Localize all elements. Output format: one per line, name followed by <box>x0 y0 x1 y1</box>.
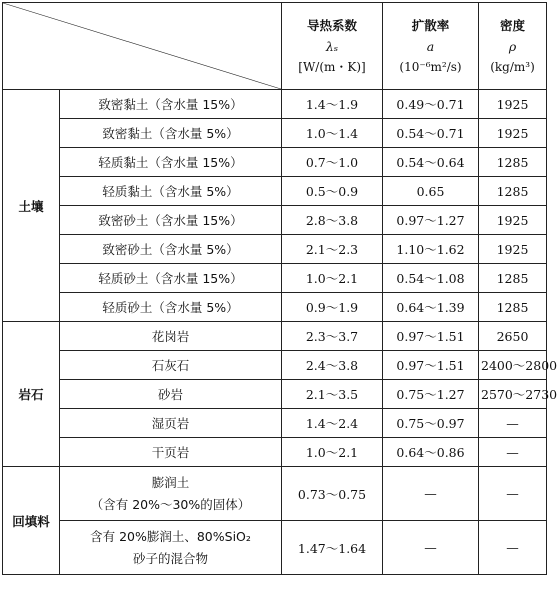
material-name: 干页岩 <box>60 438 282 467</box>
material-name: 花岗岩 <box>60 322 282 351</box>
header-density-title: 密度 <box>499 17 525 33</box>
header-density <box>479 3 547 90</box>
conductivity-value: 1.4～2.4 <box>282 409 383 438</box>
conductivity-value: 1.0～2.1 <box>282 438 383 467</box>
conductivity-value: 0.5～0.9 <box>282 177 383 206</box>
table-row <box>3 521 547 575</box>
header-density-unit: (kg/m³) <box>490 59 535 74</box>
conductivity-value: 1.0～1.4 <box>282 119 383 148</box>
conductivity-value: 1.4～1.9 <box>282 90 383 119</box>
density-value: 2650 <box>479 322 547 351</box>
thermal-properties-table <box>2 2 557 575</box>
table-row <box>3 322 547 351</box>
header-diffusivity-unit: (10⁻⁶m²/s) <box>399 59 462 74</box>
header-conductivity <box>282 3 383 90</box>
table-row <box>3 380 547 409</box>
header-conductivity-symbol: λₛ <box>325 38 339 54</box>
header-diffusivity-symbol: a <box>426 38 435 54</box>
density-value: 1285 <box>479 293 547 322</box>
header-diffusivity <box>383 3 479 90</box>
conductivity-value: 0.7～1.0 <box>282 148 383 177</box>
density-value: 2570～2730 <box>479 380 547 409</box>
diffusivity-value: 0.49～0.71 <box>383 90 479 119</box>
table-row <box>3 148 547 177</box>
density-value: — <box>479 438 547 467</box>
material-name: 湿页岩 <box>60 409 282 438</box>
category-backfill: 回填料 <box>3 467 60 575</box>
diffusivity-value: 0.75～1.27 <box>383 380 479 409</box>
material-name: 致密黏土（含水量 15%） <box>60 90 282 119</box>
conductivity-value: 1.0～2.1 <box>282 264 383 293</box>
diagonal-line <box>3 3 281 89</box>
material-name: 轻质黏土（含水量 15%） <box>60 148 282 177</box>
header-conductivity-title: 导热系数 <box>306 17 357 33</box>
diffusivity-value: 0.65 <box>383 177 479 206</box>
density-value: 1285 <box>479 177 547 206</box>
material-name: 砂岩 <box>60 380 282 409</box>
conductivity-value: 2.1～2.3 <box>282 235 383 264</box>
category-rock: 岩石 <box>3 322 60 467</box>
diagonal-header-cell <box>3 3 282 90</box>
density-value: 1925 <box>479 119 547 148</box>
material-name: 致密砂土（含水量 5%） <box>60 235 282 264</box>
table-row <box>3 293 547 322</box>
conductivity-value: 0.73～0.75 <box>282 467 383 521</box>
table-row <box>3 235 547 264</box>
diffusivity-value: 0.54～0.64 <box>383 148 479 177</box>
density-value: — <box>479 409 547 438</box>
diffusivity-value: — <box>383 521 479 575</box>
diffusivity-value: 0.54～1.08 <box>383 264 479 293</box>
conductivity-value: 2.1～3.5 <box>282 380 383 409</box>
density-value: 1925 <box>479 235 547 264</box>
table-row <box>3 351 547 380</box>
material-name-line1: 膨润土 <box>151 474 190 490</box>
density-value: 1925 <box>479 90 547 119</box>
category-soil: 土壤 <box>3 90 60 322</box>
diffusivity-value: 0.54～0.71 <box>383 119 479 148</box>
material-name: 石灰石 <box>60 351 282 380</box>
diffusivity-value: 0.75～0.97 <box>383 409 479 438</box>
material-name: 轻质砂土（含水量 5%） <box>60 293 282 322</box>
diffusivity-value: 1.10～1.62 <box>383 235 479 264</box>
material-name-line2: 砂子的混合物 <box>132 550 208 566</box>
header-density-symbol: ρ <box>508 38 517 54</box>
material-name: 轻质砂土（含水量 15%） <box>60 264 282 293</box>
table-row <box>3 206 547 235</box>
conductivity-value: 2.4～3.8 <box>282 351 383 380</box>
diffusivity-value: — <box>383 467 479 521</box>
conductivity-value: 1.47～1.64 <box>282 521 383 575</box>
diffusivity-value: 0.97～1.27 <box>383 206 479 235</box>
conductivity-value: 2.8～3.8 <box>282 206 383 235</box>
table-row <box>3 90 547 119</box>
material-name-line2: （含有 20%～30%的固体） <box>90 496 251 512</box>
density-value: 1925 <box>479 206 547 235</box>
density-value: 1285 <box>479 148 547 177</box>
header-diffusivity-title: 扩散率 <box>411 17 450 33</box>
density-value: — <box>479 521 547 575</box>
table-row <box>3 467 547 521</box>
material-name: 轻质黏土（含水量 5%） <box>60 177 282 206</box>
density-value: — <box>479 467 547 521</box>
material-name <box>60 521 282 575</box>
conductivity-value: 2.3～3.7 <box>282 322 383 351</box>
material-name: 致密砂土（含水量 15%） <box>60 206 282 235</box>
table-row <box>3 119 547 148</box>
material-name <box>60 467 282 521</box>
diffusivity-value: 0.97～1.51 <box>383 322 479 351</box>
table-row <box>3 438 547 467</box>
table-header-row <box>3 3 547 90</box>
material-name-line1: 含有 20%膨润土、80%SiO₂ <box>90 528 251 544</box>
density-value: 2400～2800 <box>479 351 547 380</box>
table-row <box>3 264 547 293</box>
density-value: 1285 <box>479 264 547 293</box>
table-row <box>3 177 547 206</box>
conductivity-value: 0.9～1.9 <box>282 293 383 322</box>
diffusivity-value: 0.64～1.39 <box>383 293 479 322</box>
material-name: 致密黏土（含水量 5%） <box>60 119 282 148</box>
table-row <box>3 409 547 438</box>
diffusivity-value: 0.64～0.86 <box>383 438 479 467</box>
header-conductivity-unit: [W/(m・K)] <box>298 59 366 74</box>
diffusivity-value: 0.97～1.51 <box>383 351 479 380</box>
